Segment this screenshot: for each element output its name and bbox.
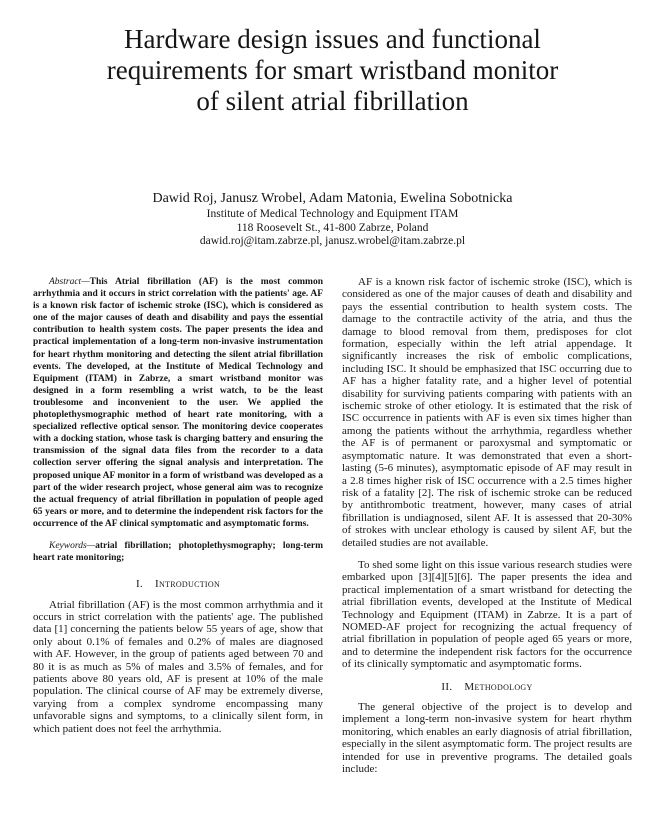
intro-paragraph: Atrial fibrillation (AF) is the most common arrhythmia and it occurs in strict correlation with the patients' age. The published data [1] concerning the patients below 55 years of age, show that only about 0.1% of females and 0.2% of males are diagnosed with AF. However, in the group of patients aged between 70 and 80 it is as much as 5% of males and 3.5% of females, and for patients above 80 years old, AF is present at 10% of the male population. The clinical course of AF may be extremely diverse, varying from a complex syndrome encompassing many unfavorable signs and symptoms, to a clinically silent form, in which patient does not feel the arrhythmia. <box>33 598 323 735</box>
title-line: requirements for smart wristband monitor <box>106 55 559 85</box>
affiliation-institute: Institute of Medical Technology and Equipment ITAM <box>206 208 459 220</box>
body-paragraph: AF is a known risk factor of ischemic stroke (ISC), which is considered as one of the major causes of death and disability and pays the essential contribution to health system costs. The damage to the contractile activity of the atria, and thus the damage to blood removal from them, predisposes for clot formation, especially within the left atrial appendage. It significantly increases the risk of embolic complications, including ISC. It should be emphasized that ISC occurring due to AF has a higher fatality rate, and a higher level of potential disability for surviving patients comparing with patients with an ischemic stroke of other etiology. It is estimated that the risk of ISC occurrence in patients with AF is even six times higher than among the patients without the arrhythmia, regardless whether the AF is of permanent or paroxysmal and symptomatic or asymptomatic nature. It was demonstrated that even a short-lasting (5-6 minutes), asymptomatic episode of AF may result in a 2.8 times higher risk of ISC occurrence with a 2.5 times higher risk of a fatality [2]. The risk of ischemic stroke can be reduced by antithrombotic treatment, however, many cases of atrial fibrillation is undiagnosed, silent AF. It is assessed that 20-30% of strokes with unclear ethology is caused by silent AF, but the detailed studies are not available. <box>342 276 632 549</box>
keywords-lead: Keywords— <box>49 540 96 551</box>
methodology-paragraph: The general objective of the project is to develop and implement a long-term non-invasive system for heart rhythm monitoring, which enables an early diagnosis of atrial fibrillation, especially in the silent asymptomatic form. The project results are intended for use in preventive programs. The detailed goals include: <box>342 701 632 776</box>
section-title: Introduction <box>154 578 221 591</box>
body-paragraph: To shed some light on this issue various research studies were embarked upon [3][4][5][6]. The paper presents the idea and practical implementation of a smart wristband for detecting the atrial fibrillation events, developed at the Institute of Medical Technology and Equipment (ITAM) in Zabrze. It is a part of NOMED-AF project for recognizing the actual frequency of atrial fibrillation in population of people aged 65 years or more, and to determine the independent risk factors for the occurrence of its clinically symptomatic and asymptomatic forms. <box>342 558 632 671</box>
keywords-text: atrial fibrillation; photoplethysmography; long-term heart rate monitoring; <box>33 540 323 564</box>
section-heading-methodology <box>342 681 632 693</box>
affiliation-emails: dawid.roj@itam.zabrze.pl, janusz.wrobel@itam.zabrze.pl <box>199 235 466 248</box>
paper-title <box>40 24 625 117</box>
author-list: Dawid Roj, Janusz Wrobel, Adam Matonia, Ewelina Sobotnicka <box>152 191 513 206</box>
affiliation-block <box>40 208 625 249</box>
keywords <box>33 540 323 564</box>
section-heading-introduction <box>33 578 323 590</box>
left-column <box>33 276 323 745</box>
abstract-lead: Abstract— <box>49 277 90 287</box>
affiliation-address: 118 Roosevelt St., 41-800 Zabrze, Poland <box>236 221 429 234</box>
section-title: Methodology <box>464 680 533 693</box>
abstract <box>33 276 323 530</box>
title-line: of silent atrial fibrillation <box>196 86 469 116</box>
title-line: Hardware design issues and functional <box>124 24 541 54</box>
abstract-text: This Atrial fibrillation (AF) is the most common arrhythmia and it occurs in strict correlation with the patients' age. AF is a known risk factor of ischemic stroke (ISC), which is considered as one of the major causes of death and disability and pays the essential contribution to health system costs. The paper presents the idea and practical implementation of a long-term non-invasive instrumentation for heart rhythm monitoring and detecting the silent atrial fibrillation events. The developed, at the Institute of Medical Technology and Equipment (ITAM) in Zabrze, a smart wristband monitor was designed in a form resembling a wrist watch, to be the least troublesome and inconvenient to the user. We applied the photoplethysmographic method of heart rate monitoring, with a specialized reflective optical sensor. The monitoring device cooperates with a docking station, whose task is charging battery and ensuring the transmission of the signal data files from the recorder to a data collection server offering the signal analysis and interpretation. The proposed unique AF monitor in a form of wristband was developed as a part of the wider research project, whose general aim was to recognize the actual frequency of atrial fibrillation in population of people aged 65 years or more, and to determine the independent risk factors for the occurrence of the AF clinical symptomatic and asymptomatic forms. <box>33 277 323 529</box>
section-number: I. <box>135 578 143 591</box>
section-number: II. <box>441 680 453 693</box>
right-column <box>342 276 632 785</box>
